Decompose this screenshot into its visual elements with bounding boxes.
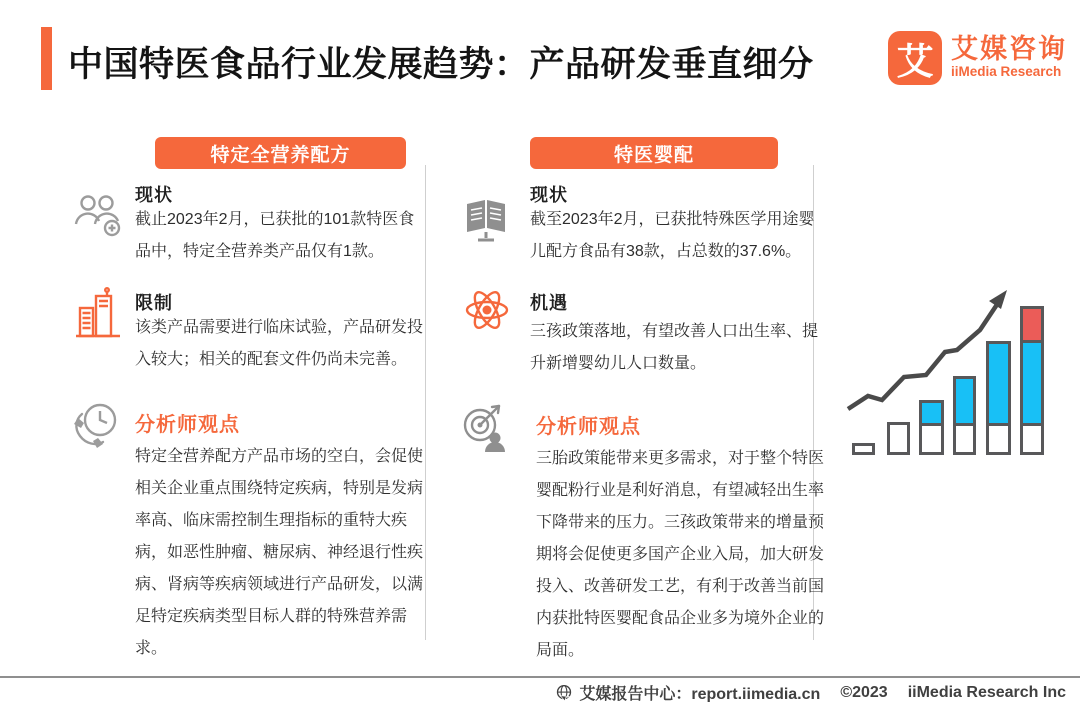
building-icon bbox=[73, 286, 123, 344]
growth-bar bbox=[919, 400, 944, 455]
logo-mark-icon: 艾 bbox=[888, 31, 942, 85]
growth-bar bbox=[887, 422, 910, 455]
section-text-limit: 该类产品需要进行临床试验，产品研发投入较大；相关的配套文件仍尚未完善。 bbox=[135, 319, 424, 368]
growth-bar bbox=[986, 341, 1011, 455]
section-text-analyst-left: 特定全营养配方产品市场的空白，会促使相关企业重点围绕特定疾病，特别是发病率高、临床需控制生理指标的重特大疾病，如恶性肿瘤、糖尿病、神经退行性疾病、肾病等疾病领域进行产品研发，以满足特定疾病类型目标人群的特殊营养需求。 bbox=[135, 448, 424, 657]
section-title-opportunity: 机遇 bbox=[530, 293, 568, 313]
category-pill-infant-formula: 特医婴配 bbox=[530, 137, 778, 169]
phone-clock-icon bbox=[70, 400, 120, 458]
section-title-analyst-right: 分析师观点 bbox=[536, 416, 641, 438]
atom-icon bbox=[462, 286, 512, 344]
growth-bar bbox=[953, 376, 976, 455]
section-title-analyst-left: 分析师观点 bbox=[135, 414, 240, 436]
section-text-status-right: 截至2023年2月，已获批特殊医学用途婴儿配方食品有38款，占总数的37.6%。 bbox=[530, 211, 815, 260]
section-text-opportunity: 三孩政策落地，有望改善人口出生率、提升新增婴幼儿人口数量。 bbox=[530, 323, 819, 372]
iimedia-logo bbox=[888, 31, 1067, 85]
footer-divider bbox=[0, 676, 1080, 678]
people-plus-icon bbox=[73, 190, 123, 248]
globe-icon bbox=[555, 684, 573, 702]
logo-name-cn: 艾媒咨询 bbox=[951, 34, 1067, 64]
trend-arrow-icon bbox=[840, 285, 1020, 465]
growth-bar bbox=[1020, 306, 1044, 455]
open-book-icon bbox=[461, 192, 511, 250]
section-title-status-right: 现状 bbox=[530, 185, 568, 205]
footer-report-center: 艾媒报告中心：report.iimedia.cn bbox=[579, 686, 821, 702]
growth-bar bbox=[852, 443, 875, 455]
title-accent-bar bbox=[41, 27, 52, 90]
page-title: 中国特医食品行业发展趋势：产品研发垂直细分 bbox=[68, 45, 814, 84]
target-person-icon bbox=[459, 402, 509, 460]
section-title-limit: 限制 bbox=[135, 293, 173, 313]
category-pill-full-nutrition: 特定全营养配方 bbox=[155, 137, 406, 169]
footer bbox=[555, 681, 1066, 702]
footer-copyright: ©2023 bbox=[840, 683, 888, 701]
section-text-analyst-right: 三胎政策能带来更多需求，对于整个特医婴配粉行业是利好消息，有望减轻出生率下降带来的压力。三孩政策带来的增量预期将会促使更多国产企业入局，加大研发投入、改善研发工艺，有利于改善当前国内获批特医婴配食品企业多为境外企业的局面。 bbox=[536, 450, 825, 659]
section-title-status-left: 现状 bbox=[135, 185, 173, 205]
logo-name-en: iiMedia Research bbox=[951, 64, 1062, 79]
section-text-status-left: 截止2023年2月，已获批的101款特医食品中，特定全营养类产品仅有1款。 bbox=[135, 211, 415, 260]
footer-company: iiMedia Research Inc bbox=[907, 683, 1066, 701]
